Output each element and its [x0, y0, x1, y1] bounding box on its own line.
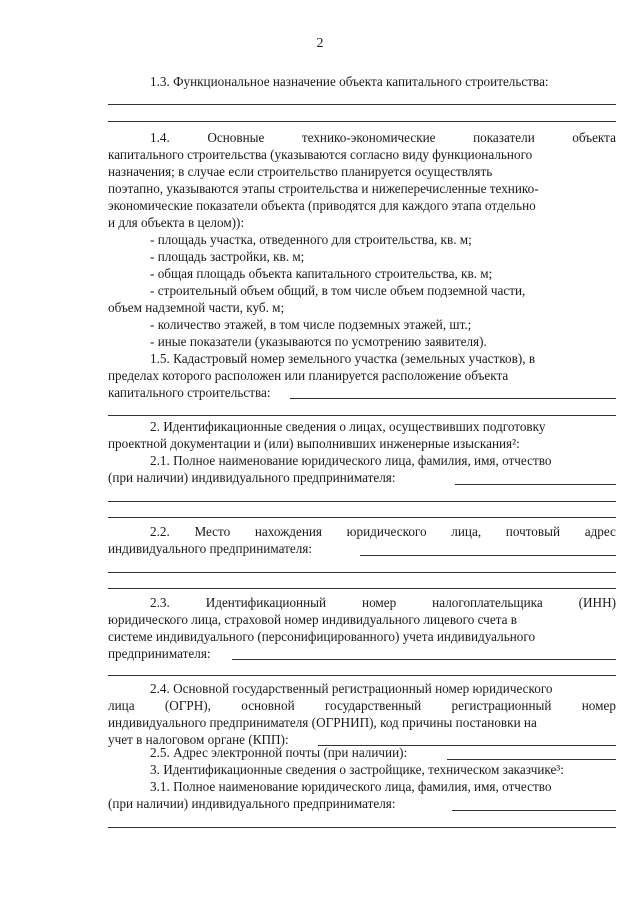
section-2-4-line-3: индивидуального предпринимателя (ОГРНИП), код причины постановки на [108, 715, 537, 730]
section-2-3-line-3: системе индивидуального (персонифицированного) учета индивидуального [108, 629, 536, 644]
section-2-3-line-2: юридического лица, страховой номер индивидуального лицевого счета в [108, 612, 517, 627]
section-1-4-line-3: назначения; в случае если строительство планируется осуществлять [108, 164, 493, 179]
section-2-2-line-2: индивидуального предпринимателя: [108, 541, 313, 556]
section-2-line-2: проектной документации и (или) выполнивших инженерные изыскания²: [108, 436, 520, 451]
page-number: 2 [316, 36, 324, 51]
section-1-5-line-3: капитального строительства: [108, 385, 271, 400]
fill-line[interactable] [447, 759, 616, 760]
indicator-item: - иные показатели (указываются по усмотрению заявителя). [150, 334, 487, 349]
section-1-5-line-2: пределах которого расположен или планируется расположение объекта [108, 368, 509, 383]
fill-line[interactable] [290, 398, 616, 399]
section-2-1-line-1: 2.1. Полное наименование юридического лица, фамилия, имя, отчество [150, 453, 552, 468]
fill-line[interactable] [108, 104, 616, 105]
section-2-1-line-2: (при наличии) индивидуального предпринимателя: [108, 470, 396, 485]
section-2-4-line-4: учет в налоговом органе (КПП): [108, 732, 289, 747]
indicator-item: - строительный объем общий, в том числе объем подземной части, [150, 283, 526, 298]
section-2-3-line-4: предпринимателя: [108, 646, 211, 661]
fill-line[interactable] [108, 415, 616, 416]
section-1-4-line-1: 1.4. Основные технико-экономические показатели объекта [150, 130, 616, 145]
fill-line[interactable] [452, 810, 616, 811]
fill-line[interactable] [232, 659, 616, 660]
fill-line[interactable] [108, 675, 616, 676]
indicator-item: - площадь застройки, кв. м; [150, 249, 305, 264]
indicator-item: - общая площадь объекта капитального строительства, кв. м; [150, 266, 493, 281]
indicator-item: - количество этажей, в том числе подземных этажей, шт.; [150, 317, 472, 332]
section-2-4-line-1: 2.4. Основной государственный регистрационный номер юридического [150, 681, 553, 696]
fill-line[interactable] [360, 555, 616, 556]
section-2-2-line-1: 2.2. Место нахождения юридического лица, почтовый адрес [150, 524, 616, 539]
section-1-5-line-1: 1.5. Кадастровый номер земельного участка (земельных участков), в [150, 351, 536, 366]
fill-line[interactable] [108, 121, 616, 122]
section-3-heading: 3. Идентификационные сведения о застройщике, техническом заказчике³: [150, 762, 564, 777]
fill-line[interactable] [455, 484, 616, 485]
section-1-4-line-2: капитального строительства (указываются согласно виду функционального [108, 147, 533, 162]
indicator-item-cont: объем надземной части, куб. м; [108, 300, 285, 315]
fill-line[interactable] [108, 501, 616, 502]
section-3-1-line-1: 3.1. Полное наименование юридического лица, фамилия, имя, отчество [150, 779, 552, 794]
section-1-3-heading: 1.3. Функциональное назначение объекта капитального строительства: [150, 74, 549, 89]
fill-line[interactable] [108, 827, 616, 828]
section-1-4-line-4: поэтапно, указываются этапы строительства и нижеперечисленные технико- [108, 181, 539, 196]
section-1-4-line-6: и для объекта в целом)): [108, 215, 245, 230]
section-2-5: 2.5. Адрес электронной почты (при наличии): [150, 745, 408, 760]
section-2-3-line-1: 2.3. Идентификационный номер налогоплательщика (ИНН) [150, 595, 616, 610]
fill-line[interactable] [108, 517, 616, 518]
fill-line[interactable] [108, 572, 616, 573]
section-1-4-line-5: экономические показатели объекта (приводятся для каждого этапа отдельно [108, 198, 536, 213]
section-3-1-line-2: (при наличии) индивидуального предпринимателя: [108, 796, 396, 811]
fill-line[interactable] [108, 588, 616, 589]
section-2-line-1: 2. Идентификационные сведения о лицах, осуществивших подготовку [150, 419, 546, 434]
indicator-item: - площадь участка, отведенного для строительства, кв. м; [150, 232, 472, 247]
section-2-4-line-2: лица (ОГРН), основной государственный регистрационный номер [108, 698, 616, 713]
